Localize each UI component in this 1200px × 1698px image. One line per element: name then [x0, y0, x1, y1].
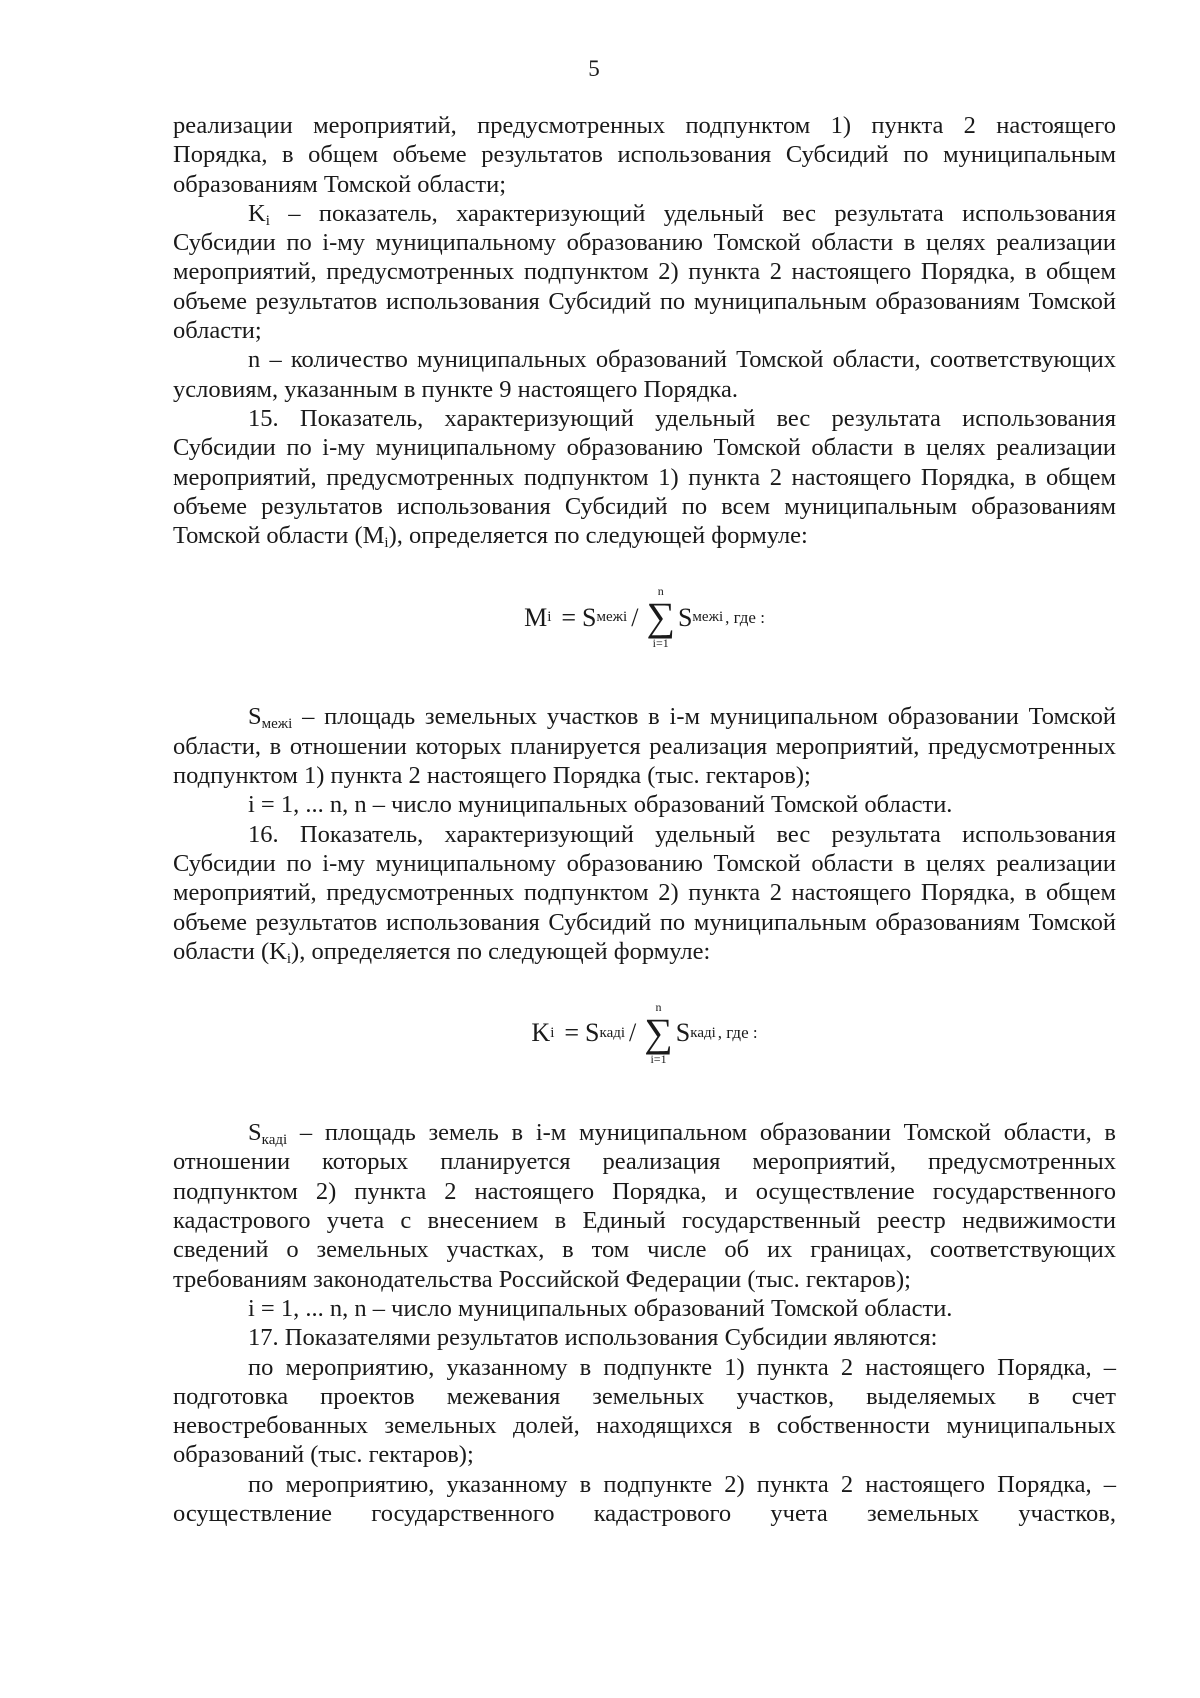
page-number: 5 — [588, 56, 600, 81]
paragraph-ki-definition — [173, 199, 1116, 345]
paragraph-16 — [173, 820, 1116, 966]
paragraph-15 — [173, 404, 1116, 550]
p15-text: 15. Показатель, характеризующий удельный вес результата использования Субсидии по i-му муниципальному образованию Томской области в целях реализации мероприятий, предусмотренных подпунктом 1) пункта 2 настоящего Порядка, в общем объеме результатов использования Субсидий по всем муниципальным образованиям Томской области (M — [173, 404, 1116, 550]
formula-ki-lhs: K — [531, 1018, 551, 1048]
formula-mi-sum-upper: n — [657, 584, 664, 599]
formula-ki-sum-upper: n — [655, 1000, 662, 1015]
paragraph-skad-definition — [173, 1118, 1116, 1294]
formula-ki — [173, 966, 1116, 1118]
formula-mi — [173, 550, 1116, 702]
formula-mi-var: S — [582, 602, 597, 632]
formula-mi-expression: M i = S межi / n ∑ i=1 S межi , где : — [524, 584, 765, 651]
smezh-symbol: S — [248, 703, 262, 731]
formula-ki-tail: , где : — [717, 1023, 758, 1043]
p15-subscript: i — [384, 535, 389, 552]
formula-mi-lhs: M — [524, 602, 548, 632]
formula-ki-var2: S — [675, 1018, 691, 1048]
p16-text: 16. Показатель, характеризующий удельный вес результата использования Субсидии по i-му муниципальному образованию Томской области в целях реализации мероприятий, предусмотренных подпунктом 2) пункта 2 настоящего Порядка, в общем объеме результатов использования Субсидий по муниципальным образованиям Томской области (K — [173, 820, 1116, 965]
skad-subscript: кадi — [261, 1132, 288, 1149]
formula-mi-var2: S — [677, 602, 693, 632]
p16-text-end: ), определяется по следующей формуле: — [291, 937, 711, 965]
smezh-definition-text: – площадь земельных участков в i-м муниципальном образовании Томской области, в отношении которых планируется реализация мероприятий, предусмотренных подпунктом 1) пункта 2 настоящего Порядка (тыс. гектаров); — [173, 703, 1116, 790]
paragraph-i-range-2: i = 1, ... n, n – число муниципальных образований Томской области. — [248, 1294, 953, 1322]
formula-mi-sum — [646, 585, 675, 649]
paragraph-smezh-definition — [173, 702, 1116, 790]
p16-subscript: i — [286, 950, 292, 967]
ki-symbol: K — [248, 199, 266, 227]
sigma-icon: ∑ — [646, 594, 675, 640]
paragraph-17-item-1: по мероприятию, указанному в подпункте 1) пункта 2 настоящего Порядка, – подготовка проектов межевания земельных участков, выделяемых в счет невостребованных земельных долей, находящихся в собственности муниципальных образований (тыс. гектаров); — [173, 1353, 1116, 1469]
paragraph-17-item-2: по мероприятию, указанному в подпункте 2) пункта 2 настоящего Порядка, – осуществление государственного кадастрового учета земельных участков, — [173, 1470, 1116, 1527]
paragraph-n-definition: n – количество муниципальных образований Томской области, соответствующих условиям, указанным в пункте 9 настоящего Порядка. — [173, 346, 1116, 403]
p15-text-end: ), определяется по следующей формуле: — [388, 522, 808, 550]
sigma-icon: ∑ — [644, 1010, 673, 1056]
formula-ki-sum — [644, 1001, 673, 1065]
ki-subscript: i — [265, 212, 270, 229]
formula-ki-divide: / — [629, 1018, 637, 1048]
paragraph-17: 17. Показателями результатов использования Субсидии являются: — [248, 1324, 938, 1352]
formula-ki-equals: = — [564, 1018, 580, 1048]
paragraph-continuation: реализации мероприятий, предусмотренных подпунктом 1) пункта 2 настоящего Порядка, в общем объеме результатов использования Субсидий по муниципальным образованиям Томской области; — [173, 112, 1116, 198]
formula-mi-sum-lower: i=1 — [652, 636, 669, 651]
document-body — [173, 111, 1116, 1528]
ki-definition-text: – показатель, характеризующий удельный вес результата использования Субсидии по i-му муниципальному образованию Томской области в целях реализации мероприятий, предусмотренных подпунктом 2) пункта 2 настоящего Порядка, в общем объеме результатов использования Субсидий по муниципальным образованиям Томской области; — [173, 199, 1116, 345]
formula-mi-divide: / — [631, 602, 639, 632]
formula-ki-var: S — [585, 1018, 600, 1048]
skad-symbol: S — [248, 1119, 262, 1147]
skad-definition-text: – площадь земель в i-м муниципальном образовании Томской области, в отношении которых планируется реализация мероприятий, предусмотренных подпунктом 2) пункта 2 настоящего Порядка, и осуществление государственного кадастрового учета с внесением в Единый государственный реестр недвижимости сведений о земельных участках, в том числе об их границах, соответствующих требованиям законодательства Российской Федерации (тыс. гектаров); — [173, 1119, 1116, 1293]
paragraph-i-range-1: i = 1, ... n, n – число муниципальных образований Томской области. — [248, 791, 953, 819]
formula-ki-expression: K i = S кадi / n ∑ i=1 S кадi , где : — [531, 1000, 758, 1067]
formula-ki-sum-lower: i=1 — [650, 1052, 667, 1067]
smezh-subscript: межi — [261, 716, 293, 733]
formula-mi-tail: , где : — [725, 607, 765, 627]
formula-mi-equals: = — [561, 602, 577, 632]
